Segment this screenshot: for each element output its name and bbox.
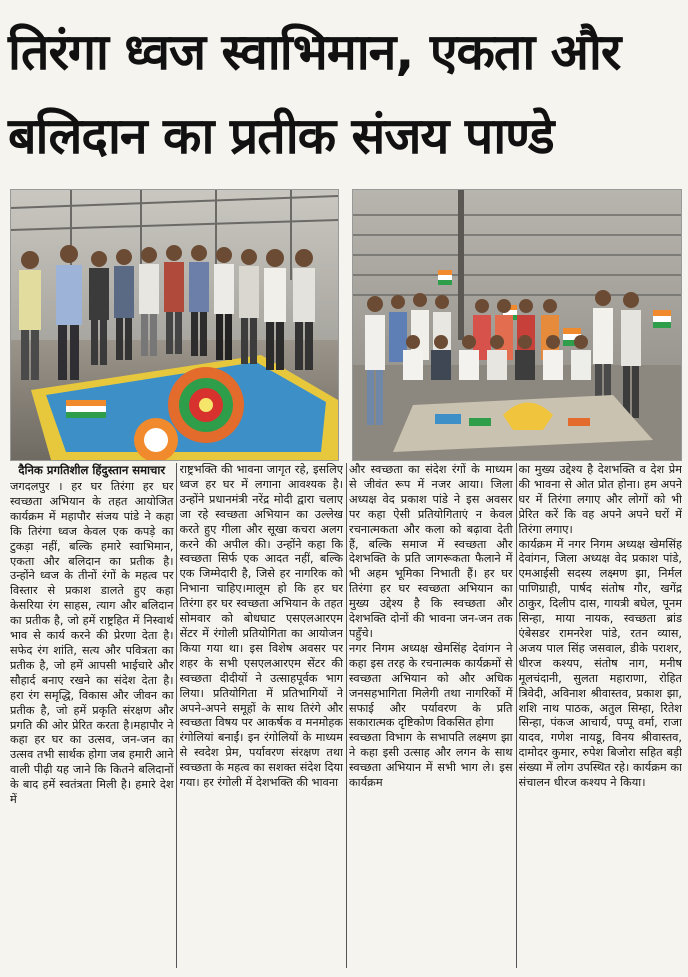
event-photo-rangoli-group: [10, 189, 339, 461]
article-column-2: [180, 463, 344, 973]
article-paragraph: का मुख्य उद्देश्य है देशभक्ति व देश प्रेम की भावना से ओत प्रोत होना। हम अपने घर में तिरंगा लगाए और लोगों को भी प्रेरित करें कि वह अपने अपने घरों में तिरंगा लगाए।: [518, 463, 682, 536]
article-column-4: [519, 463, 683, 973]
article-column-3: [349, 463, 513, 973]
headline-line-1: तिरंगा ध्वज स्वाभिमान, एकता और: [8, 23, 621, 81]
article-paragraph: और स्वच्छता का संदेश रंगों के माध्यम से जीवंत रूप में नजर आया। जिला अध्यक्ष वेद प्रकाश पांडे ने इस अवसर पर कहा ऐसी प्रतियोगिताएं न केवल रचनात्मकता और कला को बढ़ावा देती हैं, बल्कि समाज में स्वच्छता और देशभक्ति के प्रति जागरूकता फैलाने में भी अहम भूमिका निभाती हैं। हर घर तिरंगा हर घर स्वच्छता अभियान का मुख्य उद्देश्य है कि स्वच्छता और देशभक्ति दोनों की भावना जन-जन तक पहुँचे।: [349, 463, 513, 640]
article-paragraph: राष्ट्रभक्ति की भावना जागृत रहे, इसलिए ध्वज हर घर में लगाना आवश्यक है।उन्होंने प्रधानमंत्री नरेंद्र मोदी द्वारा चलाए जा रहे स्वच्छता अभियान का उल्लेख करते हुए गीला और सूखा कचरा अलग करने की अपील की। उन्होंने कहा कि स्वच्छता सिर्फ एक आदत नहीं, बल्कि एक जिम्मेदारी है, जिसे हर नागरिक को निभाना चाहिए।मालूम हो कि हर घर तिरंगा हर घर स्वच्छता अभियान के तहत सोमवार को बोधघाट एसएलआरएम सेंटर में रंगोली प्रतियोगिता का आयोजन किया गया था। इस विशेष अवसर पर शहर के सभी एसएलआरएम सेंटर की स्वच्छता दीदीयों ने उत्साहपूर्वक भाग लिया। प्रतियोगिता में प्रतिभागियों ने अपने-अपने समूहों के साथ तिरंगे और स्वच्छता विषय पर आकर्षक व मनमोहक रंगोलियां बनाईं। इन रंगोलियों के माध्यम से स्वदेश प्रेम, पर्यावरण संरक्षण तथा स्वच्छता के महत्व का सशक्त संदेश दिया गया। हर रंगोली में देशभक्ति की भावना: [179, 463, 343, 790]
headline-line-2: बलिदान का प्रतीक संजय पाण्डे: [8, 107, 554, 165]
article-paragraph: कार्यक्रम में नगर निगम अध्यक्ष खेमसिंह देवांगन, जिला अध्यक्ष वेद प्रकाश पांडे, एमआईसी सदस्य लक्ष्मण झा, निर्मल पाणिग्राही, पार्षद संतोष गौर, खगेंद्र ठाकुर, दिलीप दास, गायत्री बघेल, पूनम सिन्हा, माया नायक, स्वच्छता ब्रांड एंबेसडर रामनरेश पांडे, रतन व्यास, अजय पाल सिंह जसवाल, डीके पराशर, धीरज कश्यप, संतोष नाग, मनीष मूलचंदानी, सुलता महाराणा, रोहित त्रिवेदी, अविनाश श्रीवास्तव, प्रकाश झा, शशि नाथ पाठक, अतुल सिम्हा, रितेश सिन्हा, पंकज आचार्य, पप्पू वर्मा, राजा यादव, गणेश नायडू, विनय श्रीवास्तव, दामोदर कुमार, रुपेश बिजोरा सहित बड़ी संख्या में लोग उपस्थित रहे। कार्यक्रम का संचालन धीरज कश्यप ने किया।: [518, 537, 682, 790]
event-photo-flag-group: [352, 189, 682, 461]
article-column-1: [10, 463, 174, 973]
headline: [8, 10, 680, 178]
article-paragraph: जगदलपुर । हर घर तिरंगा हर घर स्वच्छता अभियान के तहत आयोजित कार्यक्रम में महापौर संजय पांडे ने कहा कि तिरंगा ध्वज केवल एक कपड़े का टुकड़ा नहीं, बल्कि हमारे स्वाभिमान, एकता और बलिदान का प्रतीक है। उन्होंने ध्वज के तीनों रंगों के महत्व पर विस्तार से प्रकाश डालते हुए कहा केसरिया रंग साहस, त्याग और बलिदान का प्रतीक है, जो हमें राष्ट्रहित में निस्वार्थ भाव से कार्य करने की प्रेरणा देता है। सफेद रंग शांति, सत्य और पवित्रता का प्रतीक है, जो हमें आपसी भाईचारे और सौहार्द बनाए रखने का संदेश देता है। हरा रंग समृद्धि, विकास और जीवन का प्रतीक है, जो हमें प्रकृति संरक्षण और प्रगति की ओर प्रेरित करता है।महापौर ने कहा हर घर का उत्सव, जन-जन का उत्सव तभी सार्थक होगा जब हमारी आने वाली पीढ़ी यह जाने कि कितने बलिदानों के बाद हमें स्वतंत्रता मिली है। हमारे देश में: [10, 480, 174, 807]
article-paragraph: नगर निगम अध्यक्ष खेमसिंह देवांगन ने कहा इस तरह के रचनात्मक कार्यक्रमों से स्वच्छता अभियान को और अधिक जनसहभागिता मिलेगी तथा नागरिकों में सफाई और पर्यावरण के प्रति सकारात्मक दृष्टिकोण विकसित होगा: [349, 641, 513, 730]
article-paragraph: स्वच्छता विभाग के सभापति लक्ष्मण झा ने कहा इसी उत्साह और लगन के साथ स्वच्छता अभियान में सभी भाग ले। इस कार्यक्रम: [349, 731, 513, 790]
article-body: [10, 463, 682, 973]
byline: दैनिक प्रगतिशील हिंदुस्तान समाचार: [18, 463, 166, 477]
